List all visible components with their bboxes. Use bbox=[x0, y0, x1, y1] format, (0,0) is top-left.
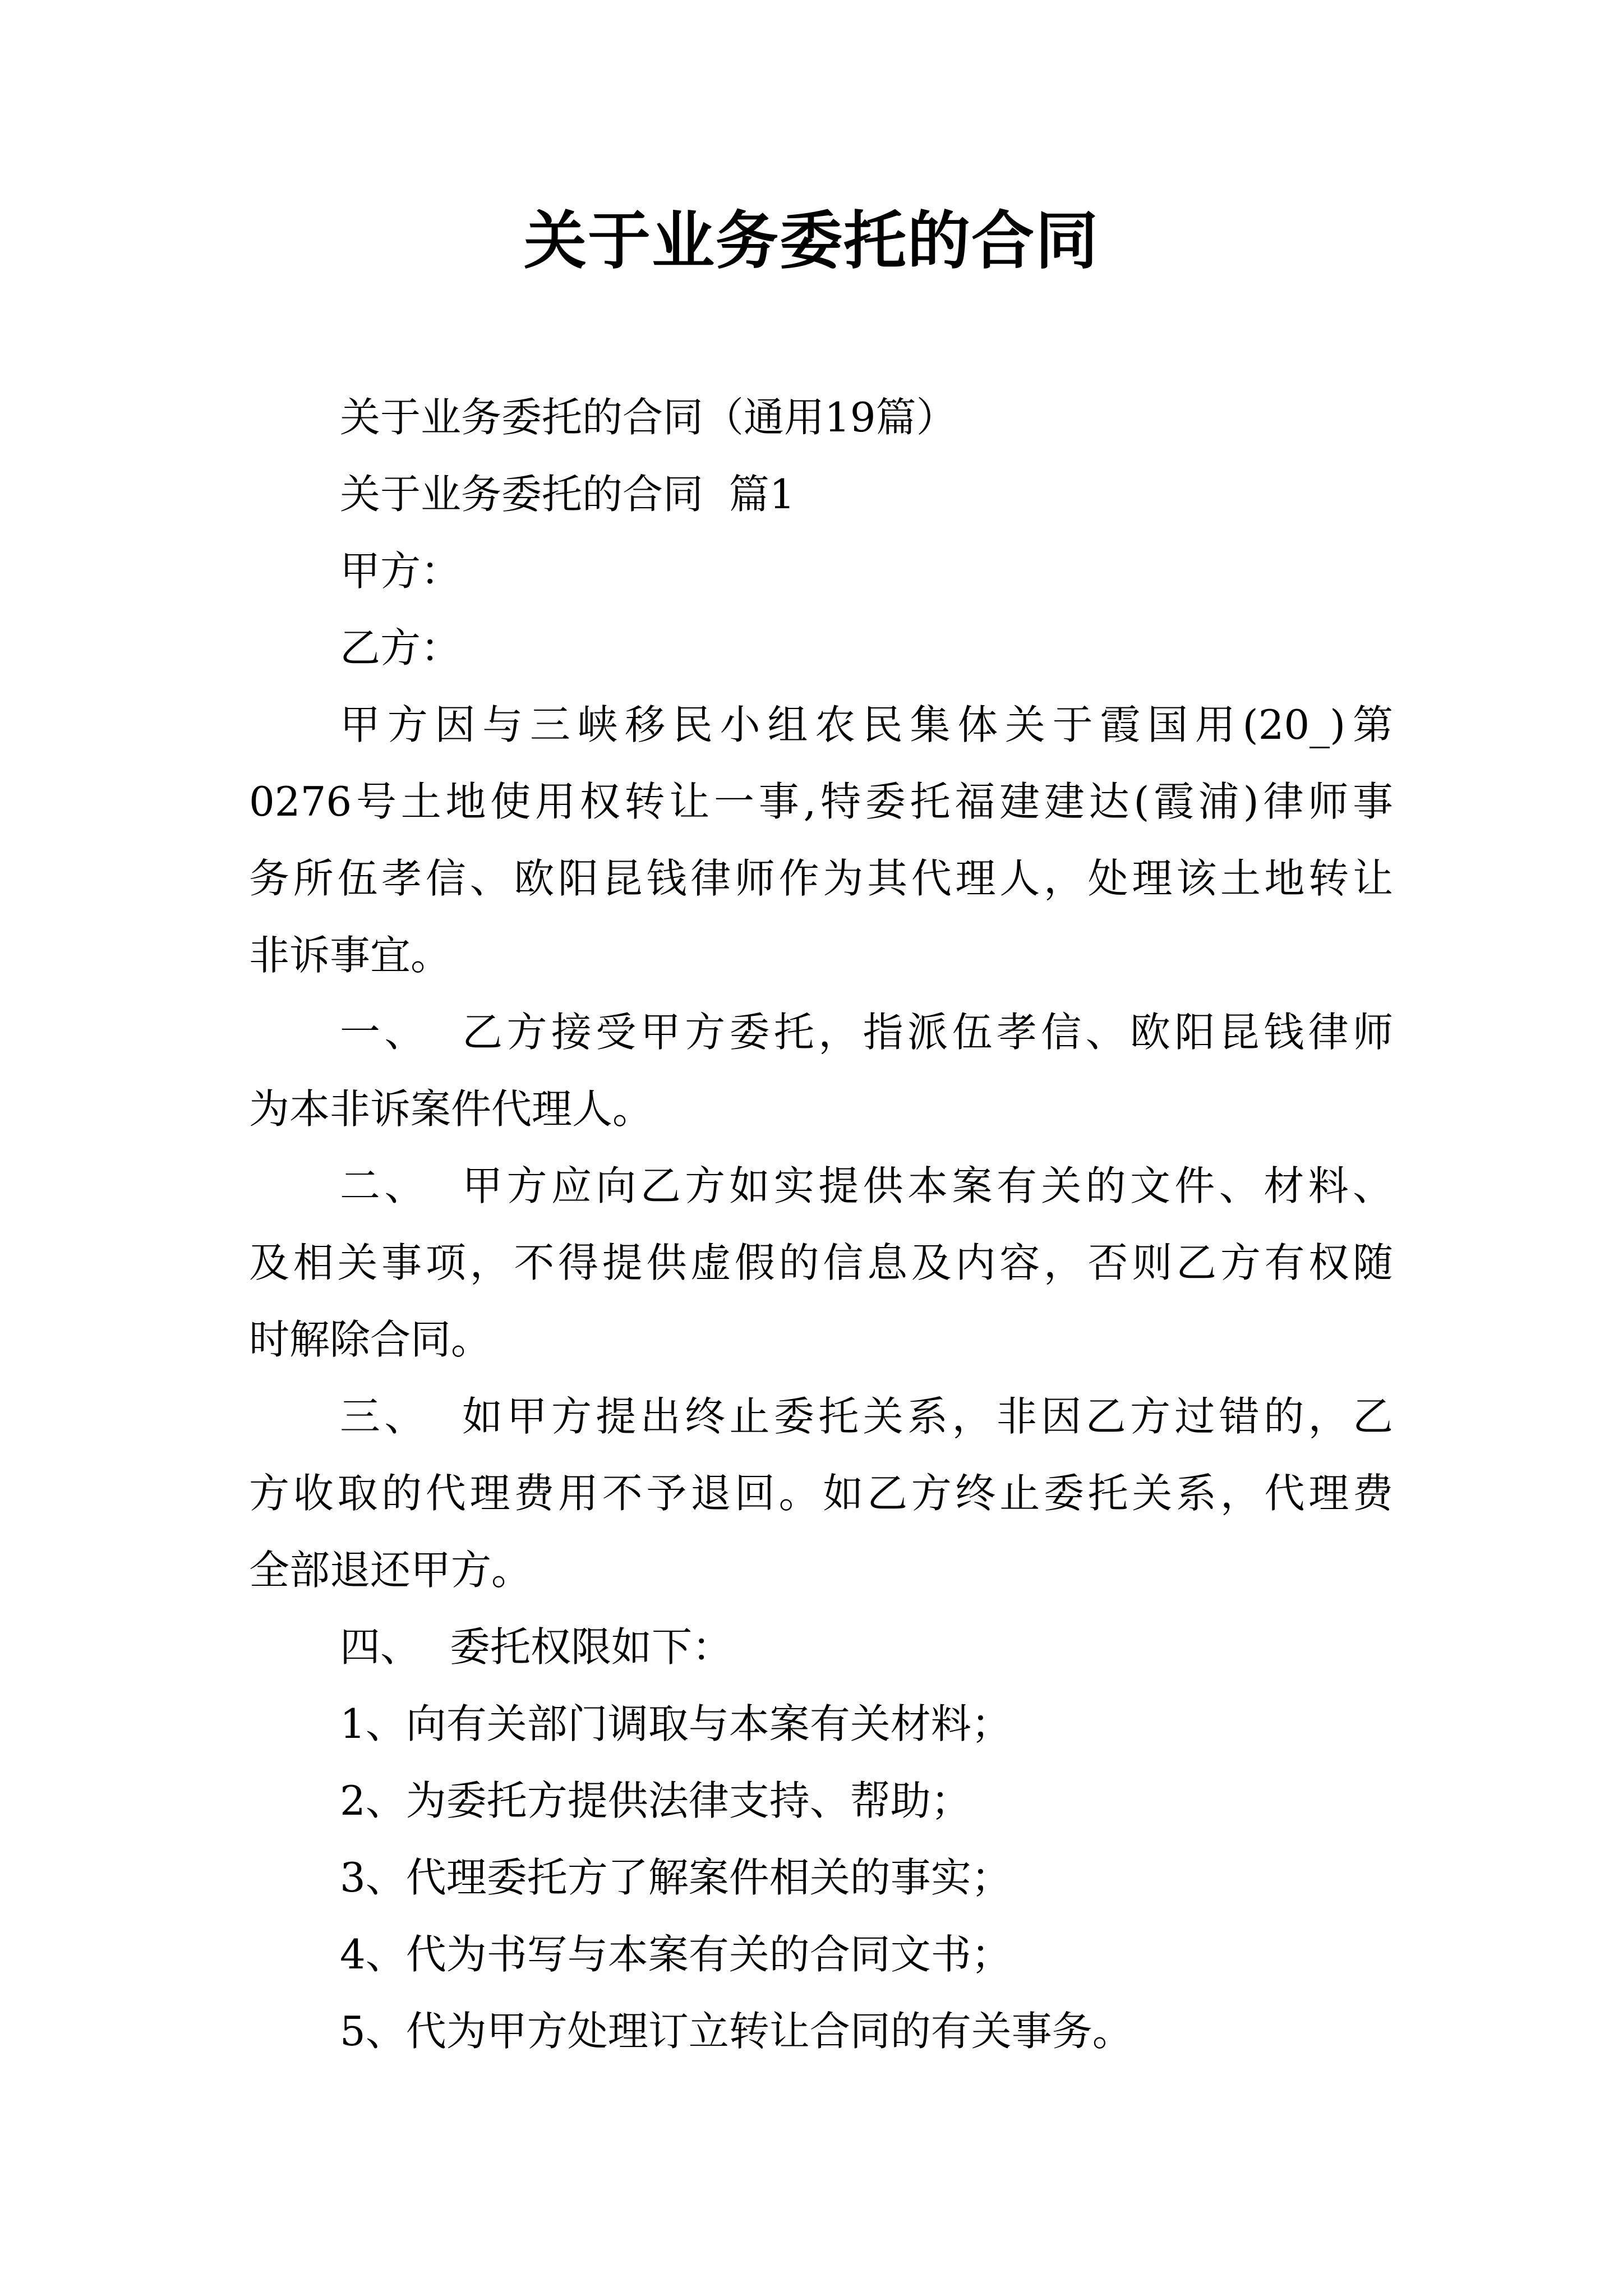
paragraph-line: 0276号土地使用权转让一事,特委托福建建达(霞浦)律师事 bbox=[249, 778, 1393, 825]
document-body bbox=[249, 379, 1393, 2070]
document-title: 关于业务委托的合同 bbox=[524, 204, 1099, 278]
clause-text: 甲方应向乙方如实提供本案有关的文件、材料、 bbox=[458, 1162, 1393, 1209]
clause-number: 二、 bbox=[340, 1162, 429, 1209]
clause-1 bbox=[249, 994, 1393, 1148]
party-a-label: 甲方： bbox=[340, 547, 462, 595]
authority-list bbox=[249, 1686, 1393, 2070]
clause-line: 方收取的代理费用不予退回。如乙方终止委托关系，代理费 bbox=[249, 1470, 1393, 1517]
clause-text: 如甲方提出终止委托关系，非因乙方过错的，乙 bbox=[458, 1393, 1393, 1440]
clause-4 bbox=[249, 1609, 1393, 1686]
clause-line bbox=[249, 1609, 1393, 1686]
clause-text: 委托权限如下： bbox=[450, 1623, 733, 1671]
clause-text: 乙方接受甲方委托，指派伍孝信、欧阳昆钱律师 bbox=[458, 1009, 1393, 1056]
intro-paragraph bbox=[249, 687, 1393, 994]
list-item: 4、代为书写与本案有关的合同文书； bbox=[340, 1931, 1012, 1978]
clause-number: 一、 bbox=[340, 1009, 429, 1056]
clause-3 bbox=[249, 1378, 1393, 1609]
clause-line bbox=[249, 1378, 1393, 1455]
party-b-label: 乙方： bbox=[340, 624, 462, 671]
clause-2 bbox=[249, 1148, 1393, 1378]
clause-number: 三、 bbox=[340, 1393, 429, 1440]
clause-line bbox=[249, 994, 1393, 1071]
list-item: 3、代理委托方了解案件相关的事实； bbox=[340, 1854, 1012, 1901]
list-item: 5、代为甲方处理订立转让合同的有关事务。 bbox=[340, 2008, 1133, 2055]
paragraph-line: 非诉事宜。 bbox=[249, 932, 451, 979]
list-item: 1、向有关部门调取与本案有关材料； bbox=[340, 1700, 1012, 1747]
section-title: 关于业务委托的合同 篇1 bbox=[340, 471, 795, 518]
paragraph-line: 甲方因与三峡移民小组农民集体关于霞国用(20_)第 bbox=[340, 701, 1393, 748]
document-subtitle: 关于业务委托的合同（通用19篇） bbox=[340, 394, 957, 441]
clause-line: 及相关事项，不得提供虚假的信息及内容，否则乙方有权随 bbox=[249, 1239, 1393, 1286]
clause-line: 全部退还甲方。 bbox=[249, 1547, 532, 1594]
clause-number: 四、 bbox=[340, 1623, 421, 1671]
list-item: 2、为委托方提供法律支持、帮助； bbox=[340, 1777, 971, 1824]
paragraph-line: 务所伍孝信、欧阳昆钱律师作为其代理人，处理该土地转让 bbox=[249, 855, 1393, 902]
clause-line: 为本非诉案件代理人。 bbox=[249, 1085, 653, 1133]
clause-line: 时解除合同。 bbox=[249, 1316, 492, 1363]
clause-line bbox=[249, 1148, 1393, 1225]
